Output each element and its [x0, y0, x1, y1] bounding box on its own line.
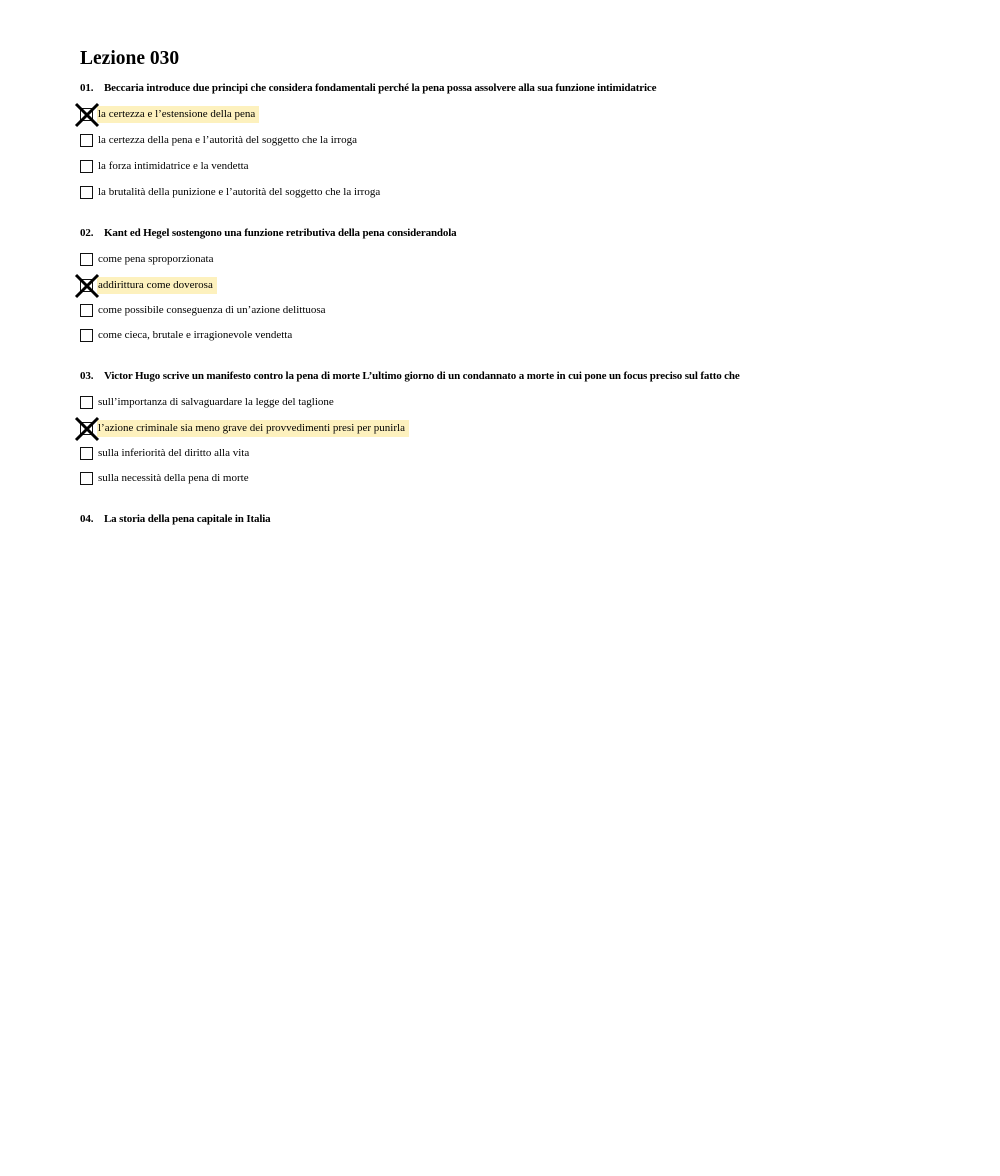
quiz-sheet	[80, 46, 960, 527]
question-text	[80, 80, 960, 96]
question-number: 01.	[80, 82, 94, 94]
answer-option[interactable]	[80, 246, 960, 272]
question-02	[80, 225, 960, 348]
answer-text: la certezza della pena e l’autorità del soggetto che la irroga	[98, 133, 357, 146]
question-label: Beccaria introduce due principi che considera fondamentali perché la pena possa assolvere alla sua funzione intimidatrice	[104, 82, 657, 94]
question-label: Kant ed Hegel sostengono una funzione retributiva della pena considerandola	[104, 227, 457, 239]
answer-option[interactable]	[80, 127, 960, 153]
answer-text: la brutalità della punizione e l’autorità del soggetto che la irroga	[98, 185, 381, 198]
page-top-mark	[376, 0, 378, 5]
question-label: La storia della pena capitale in Italia	[104, 513, 271, 525]
answer-text: come possibile conseguenza di un’azione delittuosa	[98, 303, 326, 316]
question-text	[80, 511, 960, 527]
lesson-title: Lezione 030	[80, 48, 180, 69]
answer-option[interactable]	[80, 415, 960, 441]
answer-text: come pena sproporzionata	[98, 252, 214, 265]
answer-option[interactable]	[80, 441, 960, 465]
answer-option[interactable]	[80, 272, 960, 298]
answer-option[interactable]	[80, 322, 960, 348]
answer-option[interactable]	[80, 179, 960, 205]
checkbox[interactable]	[80, 160, 93, 173]
question-number: 02.	[80, 227, 94, 239]
checkbox[interactable]	[80, 108, 93, 121]
question-number: 03.	[80, 370, 94, 382]
question-text	[80, 225, 960, 241]
checkbox[interactable]	[80, 472, 93, 485]
checked-cross-icon	[74, 102, 100, 128]
checkbox[interactable]	[80, 134, 93, 147]
answer-option[interactable]	[80, 298, 960, 322]
checkbox[interactable]	[80, 253, 93, 266]
checkbox[interactable]	[80, 329, 93, 342]
question-label: Victor Hugo scrive un manifesto contro la pena di morte L’ultimo giorno di un condannato a morte in cui pone un focus preciso sul fatto che	[104, 370, 740, 382]
answer-list	[80, 101, 960, 205]
checkbox[interactable]	[80, 186, 93, 199]
question-01	[80, 80, 960, 205]
checkbox[interactable]	[80, 304, 93, 317]
answer-option[interactable]	[80, 153, 960, 179]
checked-cross-icon	[74, 416, 100, 442]
question-04	[80, 511, 960, 527]
answer-text: sull’importanza di salvaguardare la legge del taglione	[98, 395, 334, 408]
question-text	[80, 368, 960, 384]
answer-text: addirittura come doverosa	[97, 277, 217, 294]
answer-text: la certezza e l’estensione della pena	[97, 106, 259, 123]
answer-text: sulla necessità della pena di morte	[98, 471, 249, 484]
answer-text: la forza intimidatrice e la vendetta	[98, 159, 249, 172]
answer-text: come cieca, brutale e irragionevole vendetta	[98, 328, 293, 341]
question-03	[80, 368, 960, 491]
answer-option[interactable]	[80, 465, 960, 491]
answer-option[interactable]	[80, 101, 960, 127]
checkbox[interactable]	[80, 447, 93, 460]
question-number: 04.	[80, 513, 94, 525]
answer-text: sulla inferiorità del diritto alla vita	[98, 446, 250, 459]
checkbox[interactable]	[80, 279, 93, 292]
checkbox[interactable]	[80, 396, 93, 409]
answer-text: l’azione criminale sia meno grave dei provvedimenti presi per punirla	[97, 420, 409, 437]
checkbox[interactable]	[80, 422, 93, 435]
checked-cross-icon	[74, 273, 100, 299]
answer-option[interactable]	[80, 389, 960, 415]
answer-list	[80, 389, 960, 491]
answer-list	[80, 246, 960, 348]
